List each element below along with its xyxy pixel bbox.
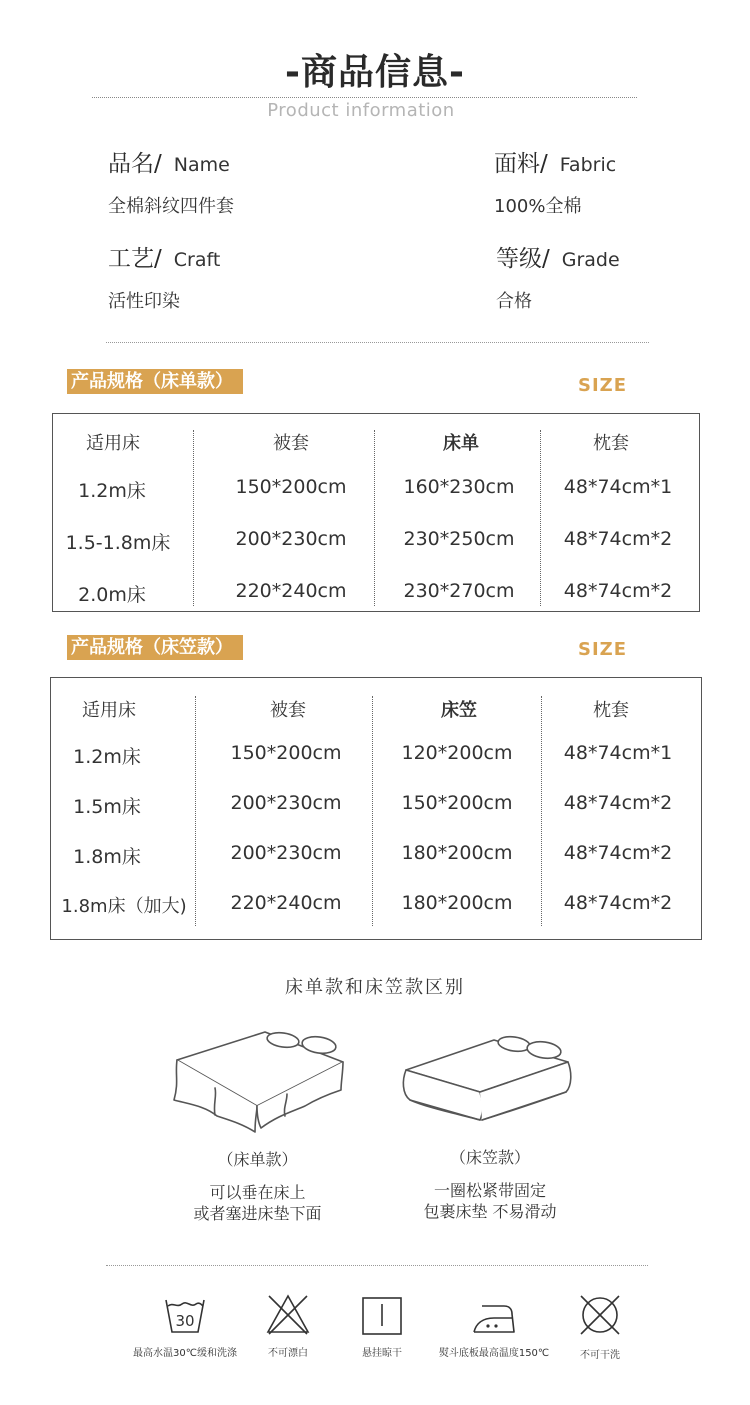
wash-30-icon	[163, 1296, 207, 1336]
page-title: -商品信息-	[285, 52, 465, 93]
table-cell: 180*200cm	[401, 842, 513, 864]
info-craft-label: 工艺/	[108, 246, 162, 272]
info-divider	[106, 342, 649, 343]
spec-fitted-size-label: SIZE	[578, 639, 628, 660]
care-hang-dry	[344, 1296, 420, 1359]
table-cell: 200*230cm	[230, 792, 342, 814]
table-cell: 1.8m床（加大)	[61, 896, 187, 917]
info-fabric-label: 面料/	[494, 151, 548, 177]
fitted-sheet-desc-1: 一圈松紧带固定	[433, 1181, 546, 1200]
info-grade-label: 等级/	[496, 246, 550, 272]
info-grade-label-en: Grade	[561, 249, 620, 271]
table-cell: 120*200cm	[401, 742, 513, 764]
column-divider	[372, 696, 373, 926]
table-cell: 200*230cm	[230, 842, 342, 864]
table-header-cell: 枕套	[593, 433, 629, 454]
table-header-cell: 被套	[273, 433, 309, 454]
column-divider	[195, 696, 196, 926]
column-divider	[540, 430, 541, 606]
care-divider	[106, 1265, 648, 1266]
info-name-value: 全棉斜纹四件套	[108, 196, 234, 217]
info-fabric-value: 100%全棉	[494, 196, 582, 217]
table-cell: 1.2m床	[78, 480, 146, 502]
table-cell: 230*250cm	[403, 528, 515, 550]
page-subtitle: Product information	[267, 100, 455, 121]
table-cell: 48*74cm*2	[563, 528, 673, 550]
table-cell: 1.5-1.8m床	[65, 532, 171, 554]
no-bleach-icon	[265, 1292, 311, 1336]
flat-sheet-name: （床单款）	[217, 1150, 298, 1169]
table-cell: 150*200cm	[230, 742, 342, 764]
table-cell: 150*200cm	[235, 476, 347, 498]
table-cell: 200*230cm	[235, 528, 347, 550]
title-divider	[92, 97, 637, 98]
table-header-cell: 适用床	[86, 433, 140, 454]
care-iron-label: 熨斗底板最高温度150℃	[438, 1348, 550, 1359]
wash-temp-text: 30	[175, 1312, 195, 1330]
iron-150-icon	[470, 1300, 518, 1336]
fitted-sheet-bed-illustration	[398, 1022, 578, 1127]
care-no-dry-clean	[566, 1292, 634, 1361]
care-wash	[120, 1296, 250, 1359]
table-header-cell: 床笠	[441, 700, 477, 721]
table-header-cell: 适用床	[82, 700, 136, 721]
table-cell: 48*74cm*2	[563, 842, 673, 864]
table-cell: 1.8m床	[73, 846, 141, 868]
info-grade	[496, 240, 620, 313]
table-header-cell: 枕套	[593, 700, 629, 721]
fitted-sheet-name: （床笠款）	[449, 1148, 530, 1167]
info-craft	[108, 240, 220, 313]
info-name-label: 品名/	[108, 151, 162, 177]
table-header-cell: 被套	[270, 700, 306, 721]
spec-sheet-size-label: SIZE	[578, 375, 628, 396]
table-cell: 2.0m床	[78, 584, 146, 606]
fitted-sheet-caption	[400, 1147, 580, 1222]
flat-sheet-desc-1: 可以垂在床上	[209, 1183, 306, 1202]
flat-sheet-desc-2: 或者塞进床垫下面	[193, 1204, 322, 1223]
care-no-dry-clean-label: 不可干洗	[580, 1350, 620, 1361]
table-cell: 160*230cm	[403, 476, 515, 498]
table-cell: 230*270cm	[403, 580, 515, 602]
column-divider	[541, 696, 542, 926]
table-cell: 150*200cm	[401, 792, 513, 814]
info-grade-value: 合格	[496, 291, 532, 312]
flat-sheet-caption	[170, 1149, 345, 1224]
info-fabric	[494, 145, 616, 218]
care-no-bleach	[250, 1292, 326, 1359]
table-cell: 48*74cm*2	[563, 792, 673, 814]
info-craft-label-en: Craft	[173, 249, 221, 271]
care-no-bleach-label: 不可漂白	[268, 1348, 308, 1359]
fitted-sheet-desc-2: 包裹床垫 不易滑动	[423, 1202, 557, 1221]
table-cell: 1.5m床	[73, 796, 141, 818]
spec-fitted-tag: 产品规格（床笠款）	[67, 635, 243, 660]
hang-dry-icon	[361, 1296, 403, 1336]
table-cell: 48*74cm*2	[563, 892, 673, 914]
flat-sheet-bed-illustration	[165, 1020, 360, 1135]
table-cell: 48*74cm*2	[563, 580, 673, 602]
table-cell: 220*240cm	[230, 892, 342, 914]
table-cell: 48*74cm*1	[563, 476, 673, 498]
care-wash-label: 最高水温30℃缓和洗涤	[133, 1348, 237, 1359]
table-cell: 220*240cm	[235, 580, 347, 602]
care-iron	[430, 1300, 558, 1359]
spec-fitted-table	[50, 677, 702, 940]
info-fabric-label-en: Fabric	[559, 154, 617, 176]
column-divider	[193, 430, 194, 606]
no-dry-clean-icon	[577, 1292, 623, 1338]
info-name-label-en: Name	[173, 154, 230, 176]
compare-title: 床单款和床笠款区别	[285, 977, 465, 998]
spec-sheet-table	[52, 413, 700, 612]
table-cell: 48*74cm*1	[563, 742, 673, 764]
care-hang-dry-label: 悬挂晾干	[362, 1348, 402, 1359]
spec-sheet-tag: 产品规格（床单款）	[67, 369, 243, 394]
column-divider	[374, 430, 375, 606]
table-cell: 1.2m床	[73, 746, 141, 768]
info-name	[108, 145, 234, 218]
info-craft-value: 活性印染	[108, 291, 180, 312]
table-cell: 180*200cm	[401, 892, 513, 914]
table-header-cell: 床单	[443, 433, 479, 454]
